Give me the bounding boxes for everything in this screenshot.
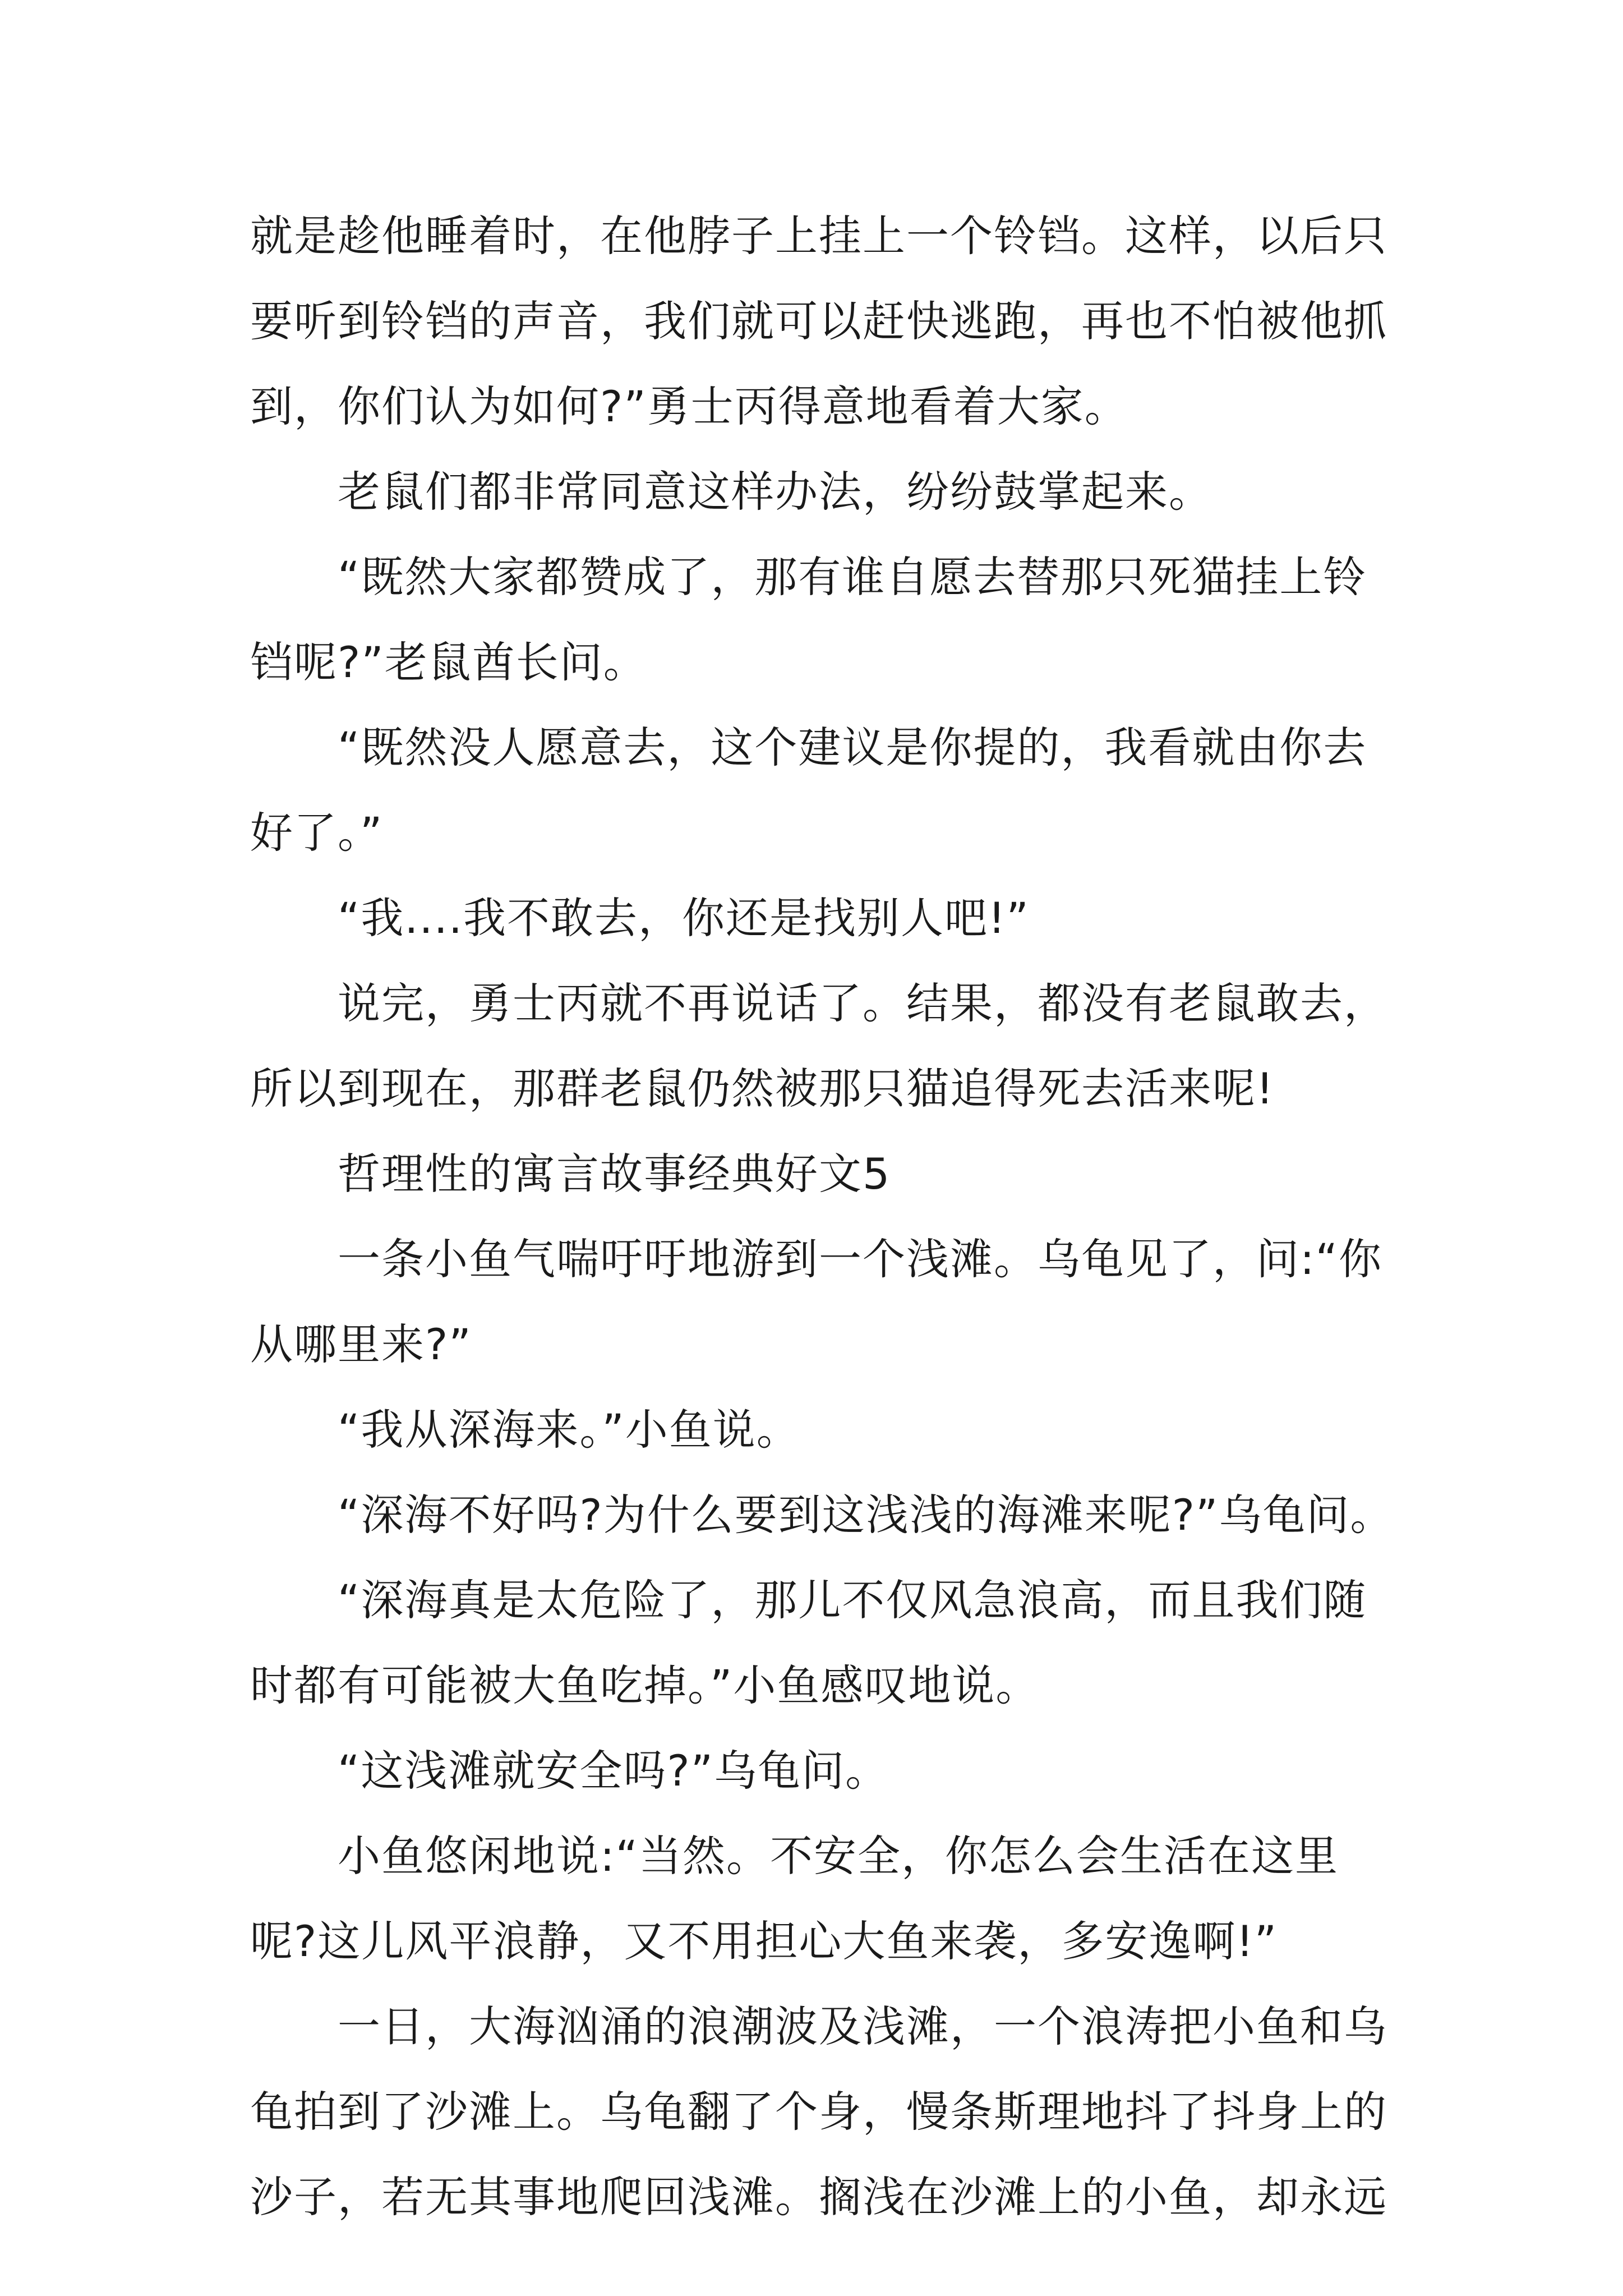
text-line: 时都有可能被大鱼吃掉。”小鱼感叹地说。 (250, 1660, 1040, 1710)
text-line: 从哪里来?” (250, 1319, 472, 1369)
text-line: 呢?这儿风平浪静，又不用担心大鱼来袭，多安逸啊!” (250, 1916, 1278, 1966)
text-line: 铛呢?”老鼠酋长问。 (250, 637, 647, 687)
text-line: 好了。” (250, 808, 384, 858)
text-line: 就是趁他睡着时，在他脖子上挂上一个铃铛。这样，以后只 (250, 211, 1387, 261)
text-line: 所以到现在，那群老鼠仍然被那只猫追得死去活来呢! (250, 1064, 1275, 1114)
text-line: 沙子，若无其事地爬回浅滩。搁浅在沙滩上的小鱼，却永远 (250, 2172, 1387, 2222)
document-body (250, 194, 1394, 2240)
text-line: 龟拍到了沙滩上。乌龟翻了个身，慢条斯理地抖了抖身上的 (250, 2087, 1387, 2137)
text-line: 一日，大海汹涌的浪潮波及浅滩，一个浪涛把小鱼和乌 (338, 2001, 1387, 2051)
text-line: “我从深海来。”小鱼说。 (338, 1405, 800, 1455)
text-line: “深海真是太危险了，那儿不仅风急浪高，而且我们随 (338, 1575, 1367, 1625)
text-line: “我....我不敢去，你还是找别人吧!” (338, 893, 1030, 943)
text-line: 到，你们认为如何?”勇士丙得意地看着大家。 (250, 381, 1128, 431)
text-line: “既然大家都赞成了，那有谁自愿去替那只死猫挂上铃 (338, 552, 1367, 602)
text-line: 说完，勇士丙就不再说话了。结果，都没有老鼠敢去， (338, 978, 1387, 1028)
section-heading: 哲理性的寓言故事经典好文5 (338, 1149, 891, 1199)
text-line: 老鼠们都非常同意这样办法，纷纷鼓掌起来。 (338, 467, 1212, 517)
text-line: “深海不好吗?为什么要到这浅浅的海滩来呢?”乌龟问。 (338, 1490, 1394, 1540)
text-line: “这浅滩就安全吗?”乌龟问。 (338, 1746, 889, 1796)
text-line: “既然没人愿意去，这个建议是你提的，我看就由你去 (338, 723, 1367, 772)
text-line: 要听到铃铛的声音，我们就可以赶快逃跑，再也不怕被他抓 (250, 296, 1387, 346)
text-line: 一条小鱼气喘吁吁地游到一个浅滩。乌龟见了，问:“你 (338, 1234, 1382, 1284)
text-line: 小鱼悠闲地说:“当然。不安全，你怎么会生活在这里 (338, 1831, 1339, 1881)
